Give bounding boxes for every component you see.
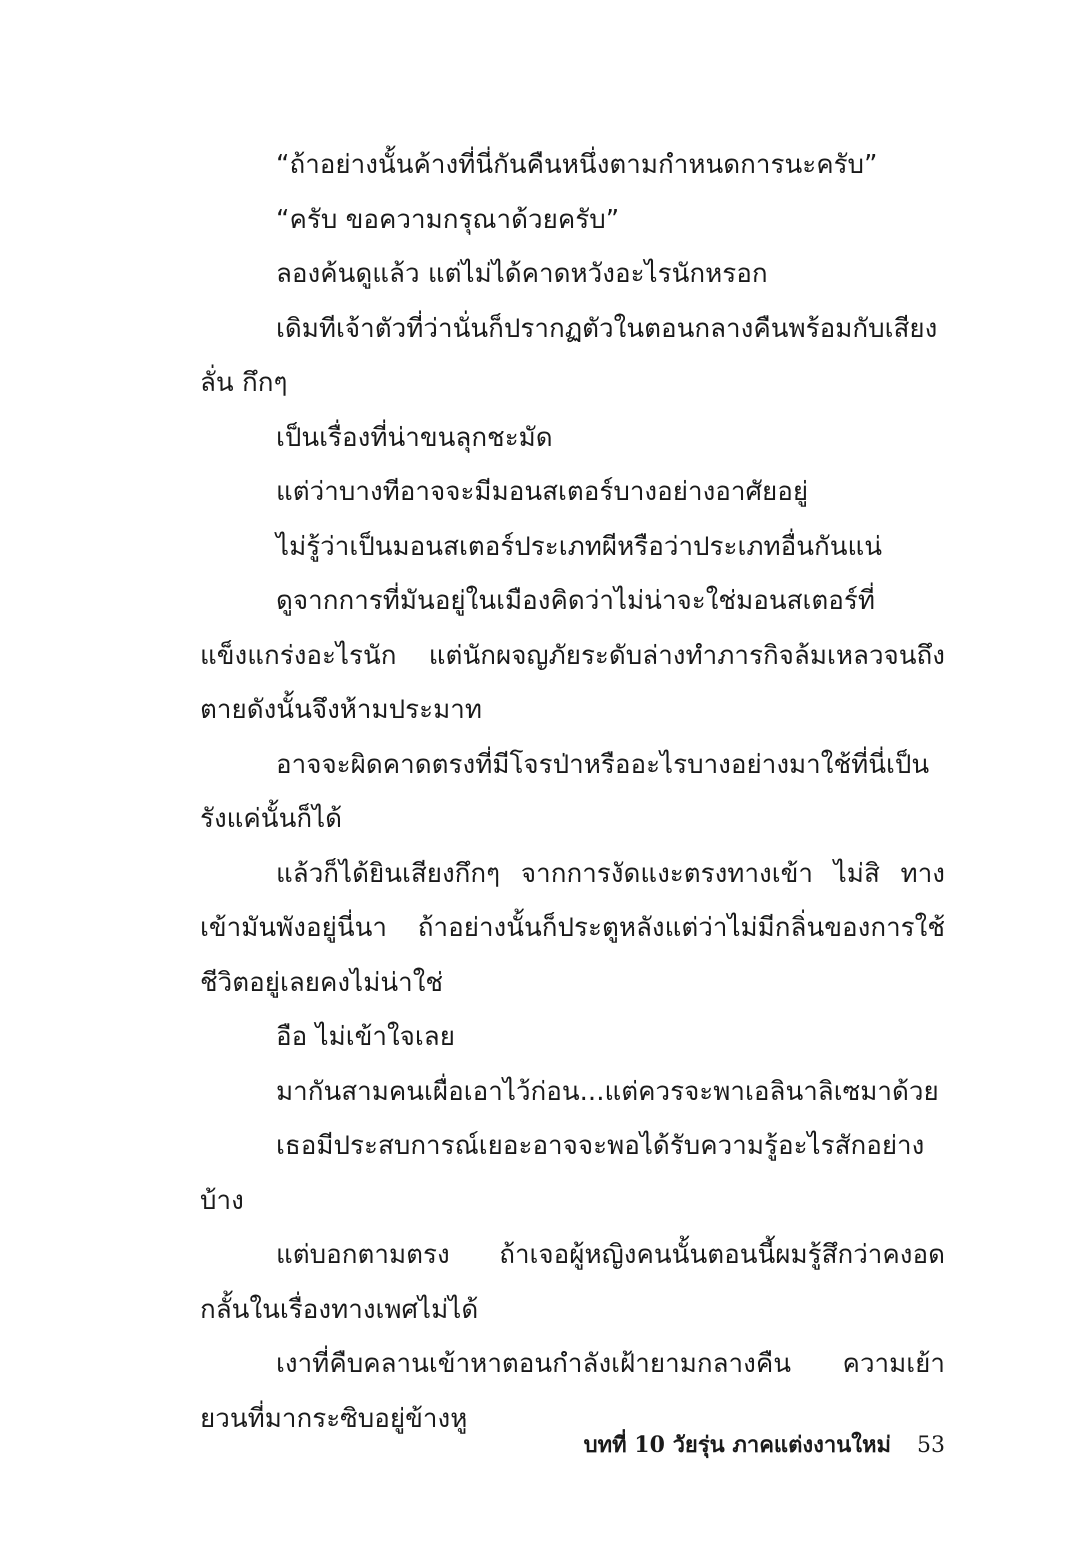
paragraph-3: ลองค้นดูแล้ว แต่ไม่ได้คาดหวังอะไรนักหรอก — [276, 259, 768, 289]
paragraph-5: เป็นเรื่องที่น่าขนลุกชะมัด — [276, 422, 553, 453]
paragraph-1: “ถ้าอย่างนั้นค้างที่นี่กันคืนหนึ่งตามกำหนดการนะครับ” — [276, 150, 878, 180]
running-footer-chapter: บทที่ 10 วัยรุ่น ภาคแต่งงานใหม่ — [583, 1432, 891, 1458]
paragraph-10: แล้วก็ได้ยินเสียงกึกๆ จากการงัดแงะตรงทางเข้า ไม่สิ ทางเข้ามันพังอยู่นี่นา ถ้าอย่างนั้นก็ประตูหลังแต่ว่าไม่มีกลิ่นของการใช้ชีวิตอยู่เลยคงไม่น่าใช่ — [200, 858, 945, 998]
paragraph-12: มากันสามคนเผื่อเอาไว้ก่อน...แต่ควรจะพาเอลินาลิเซมาด้วย — [276, 1076, 939, 1107]
paragraph-7: ไม่รู้ว่าเป็นมอนสเตอร์ประเภทผีหรือว่าประเภทอื่นกันแน่ — [276, 531, 883, 562]
paragraph-8: ดูจากการที่มันอยู่ในเมืองคิดว่าไม่น่าจะใช่มอนสเตอร์ที่แข็งแกร่งอะไรนัก แต่นักผจญภัยระดับล่างทำภารกิจล้มเหลวจนถึงตายดังนั้นจึงห้ามประมาท — [200, 586, 945, 725]
body-text — [200, 138, 945, 1446]
paragraph-14: แต่บอกตามตรง ถ้าเจอผู้หญิงคนนั้นตอนนี้ผมรู้สึกว่าคงอดกลั้นในเรื่องทางเพศไม่ได้ — [200, 1240, 945, 1325]
paragraph-4: เดิมทีเจ้าตัวที่ว่านั่นก็ปรากฏตัวในตอนกลางคืนพร้อมกับเสียงลั่น กึกๆ — [200, 313, 938, 398]
paragraph-9: อาจจะผิดคาดตรงที่มีโจรป่าหรืออะไรบางอย่างมาใช้ที่นี่เป็นรังแค่นั้นก็ได้ — [200, 749, 930, 834]
paragraph-11: อือ ไม่เข้าใจเลย — [276, 1022, 455, 1052]
paragraph-15: เงาที่คืบคลานเข้าหาตอนกำลังเฝ้ายามกลางคืน ความเย้ายวนที่มากระซิบอยู่ข้างหู — [200, 1349, 945, 1434]
paragraph-13: เธอมีประสบการณ์เยอะอาจจะพอได้รับความรู้อะไรสักอย่างบ้าง — [200, 1131, 925, 1216]
page-footer — [200, 1427, 945, 1461]
paragraph-6: แต่ว่าบางทีอาจจะมีมอนสเตอร์บางอย่างอาศัยอยู่ — [276, 477, 809, 507]
paragraph-2: “ครับ ขอความกรุณาด้วยครับ” — [276, 204, 620, 235]
page-number: 53 — [917, 1433, 945, 1458]
